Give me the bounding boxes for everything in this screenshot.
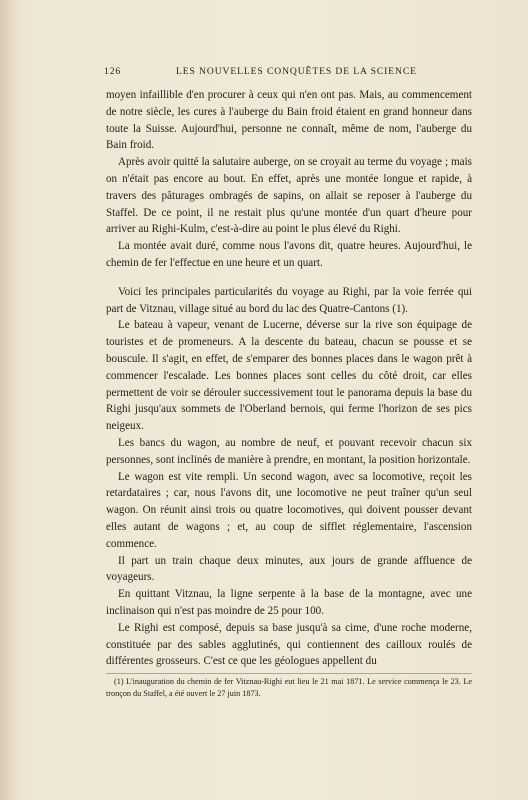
footnote	[106, 676, 472, 699]
paragraph: En quittant Vitznau, la ligne serpente à la base de la montagne, avec une inclinaison qui n'est pas moindre de 25 pour 100.	[106, 588, 472, 617]
paragraph: Il part un train chaque deux minutes, aux jours de grande affluence de voyageurs.	[106, 554, 472, 584]
footnote-rule	[106, 673, 472, 674]
running-title: LES NOUVELLES CONQUÊTES DE LA SCIENCE	[176, 66, 417, 77]
footnote-text: (1) L'inauguration du chemin de fer Vitznau-Righi eut lieu le 21 mai 1871. Le service commença le 23. Le tronçon du Staffel, a été ouvert le 27 juin 1873.	[106, 677, 472, 698]
paragraph: Après avoir quitté la salutaire auberge, on se croyait au terme du voyage ; mais on n'était pas encore au bout. En effet, après une montée longue et rapide, à travers des pâturages ombragés de sapins, on allait se reposer à l'auberge du Staffel. De ce point, il ne restait plus qu'une montée d'un quart d'heure pour arriver au Righi-Kulm, c'est-à-dire au point le plus élevé du Righi.	[106, 156, 472, 236]
paragraph: Le wagon est vite rempli. Un second wagon, avec sa locomotive, reçoit les retardataires ; car, nous l'avons dit, une locomotive ne peut traîner qu'un seul wagon. On réunit ainsi trois ou quatre locomotives, qui doivent pousser devant elles autant de wagons ; et, au coup de sifflet réglementaire, l'ascension commence.	[106, 470, 472, 550]
paragraph: La montée avait duré, comme nous l'avons dit, quatre heures. Aujourd'hui, le chemin de fer l'effectue en une heure et un quart.	[106, 240, 472, 269]
page-header	[104, 66, 472, 80]
paragraph: Le Righi est composé, depuis sa base jusqu'à sa cime, d'une roche moderne, constituée par des sables agglutinés, qui contiennent des cailloux roulés de différentes grosseurs. C'est ce que les géologues appellent du	[106, 621, 472, 668]
binding-shadow	[0, 0, 18, 800]
paragraph: Les bancs du wagon, au nombre de neuf, et pouvant recevoir chacun six personnes, sont inclinés de manière à prendre, en montant, la position horizontale.	[106, 436, 472, 466]
paragraph: Voici les principales particularités du voyage au Righi, par la voie ferrée qui part de Vitznau, village situé au bord du lac des Quatre-Cantons (1).	[106, 285, 472, 315]
page-number: 126	[104, 66, 122, 77]
body-text	[106, 87, 472, 670]
paragraph: Le bateau à vapeur, venant de Lucerne, déverse sur la rive son équipage de touristes et de promeneurs. A la descente du bateau, chacun se pousse et se bouscule. Il s'agit, en effet, de s'emparer des bonnes places dans le wagon prêt à commencer l'escalade. Les bonnes places sont celles du côté droit, car elles permettent de voir se dérouler successivement tout le panorama depuis la base du Righi jusqu'aux sommets de l'Oberland bernois, qui ferme l'horizon de ses pics neigeux.	[106, 319, 472, 433]
paragraph: moyen infaillible d'en procurer à ceux qui n'en ont pas. Mais, au commencement de notre siècle, les cures à l'auberge du Bain froid étaient en grand honneur dans toute la Suisse. Aujourd'hui, personne ne connaît, même de nom, l'auberge du Bain froid.	[106, 89, 472, 152]
